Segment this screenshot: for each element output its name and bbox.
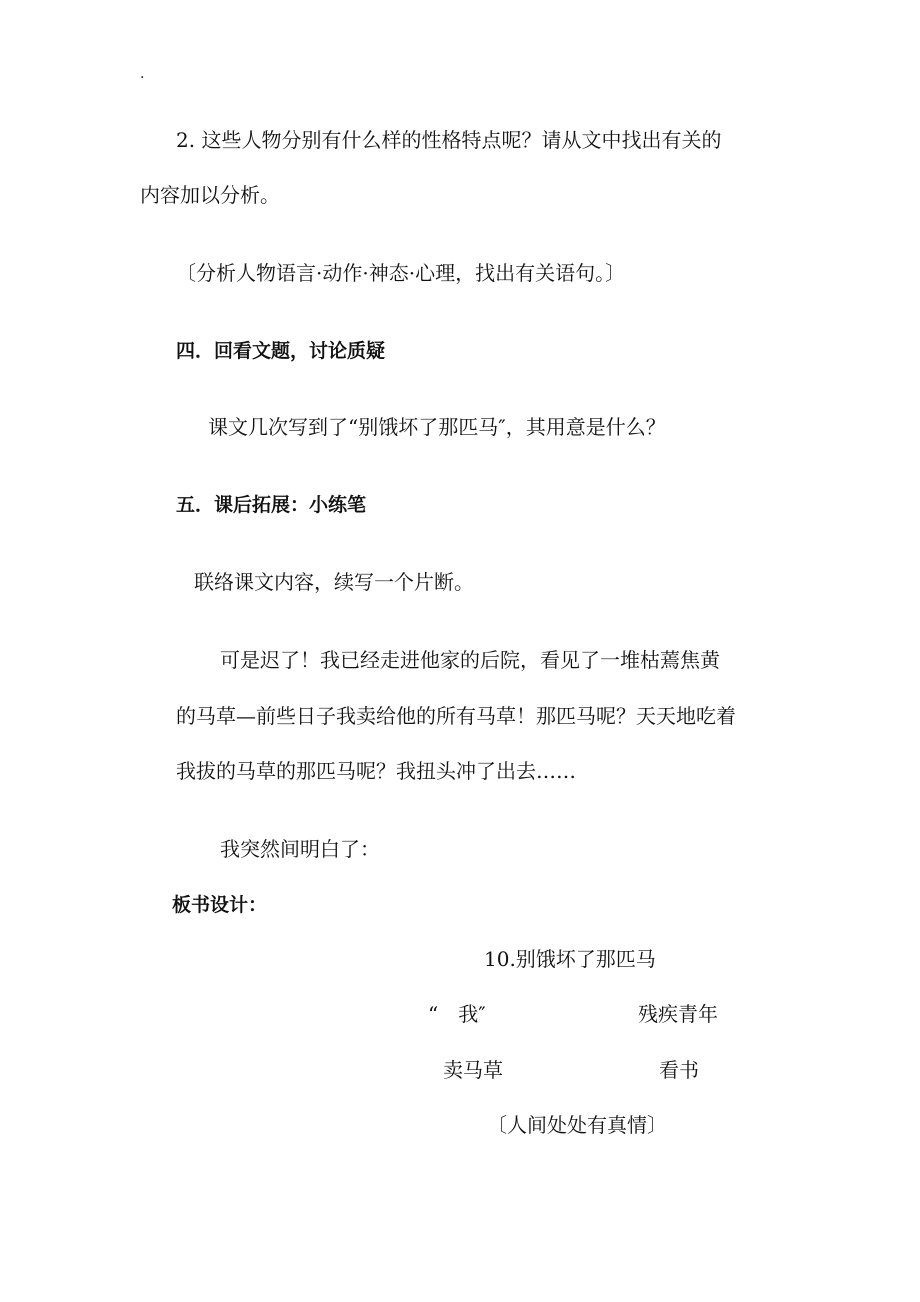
analysis-hint: 〔分析人物语言·动作·神态·心理，找出有关语句。〕: [176, 261, 626, 285]
question-2-line-1: 2. 这些人物分别有什么样的性格特点呢？请从文中找出有关的: [176, 128, 722, 152]
continuation-prompt: 我突然间明白了：: [220, 837, 380, 861]
passage-line-2: 的马草—前些日子我卖给他的所有马草！那匹马呢？天天地吃着: [176, 704, 736, 728]
board-left-1: “ 我″: [428, 1002, 486, 1026]
question-2-line-2: 内容加以分析。: [140, 183, 280, 207]
section-5-heading: 五．课后拓展：小练笔: [176, 494, 367, 516]
passage-line-3: 我拔的马草的那匹马呢？我扭头冲了出去……: [176, 759, 576, 783]
board-right-2: 看书: [659, 1058, 699, 1082]
board-title: 10.别饿坏了那匹马: [484, 947, 656, 971]
page-marker: .: [140, 66, 145, 82]
board-summary: 〔人间处处有真情〕: [487, 1113, 667, 1137]
section-5-instruction: 联络课文内容，续写一个片断。: [194, 570, 474, 594]
passage-line-1: 可是迟了！我已经走进他家的后院，看见了一堆枯蔫焦黄: [220, 648, 720, 672]
board-right-1: 残疾青年: [638, 1002, 718, 1026]
section-4-heading: 四．回看文题，讨论质疑: [176, 340, 386, 362]
section-4-question: 课文几次写到了“别饿坏了那匹马″，其用意是什么？: [208, 415, 666, 439]
board-design-label: 板书设计：: [172, 894, 268, 916]
board-left-2: 卖马草: [443, 1058, 503, 1082]
